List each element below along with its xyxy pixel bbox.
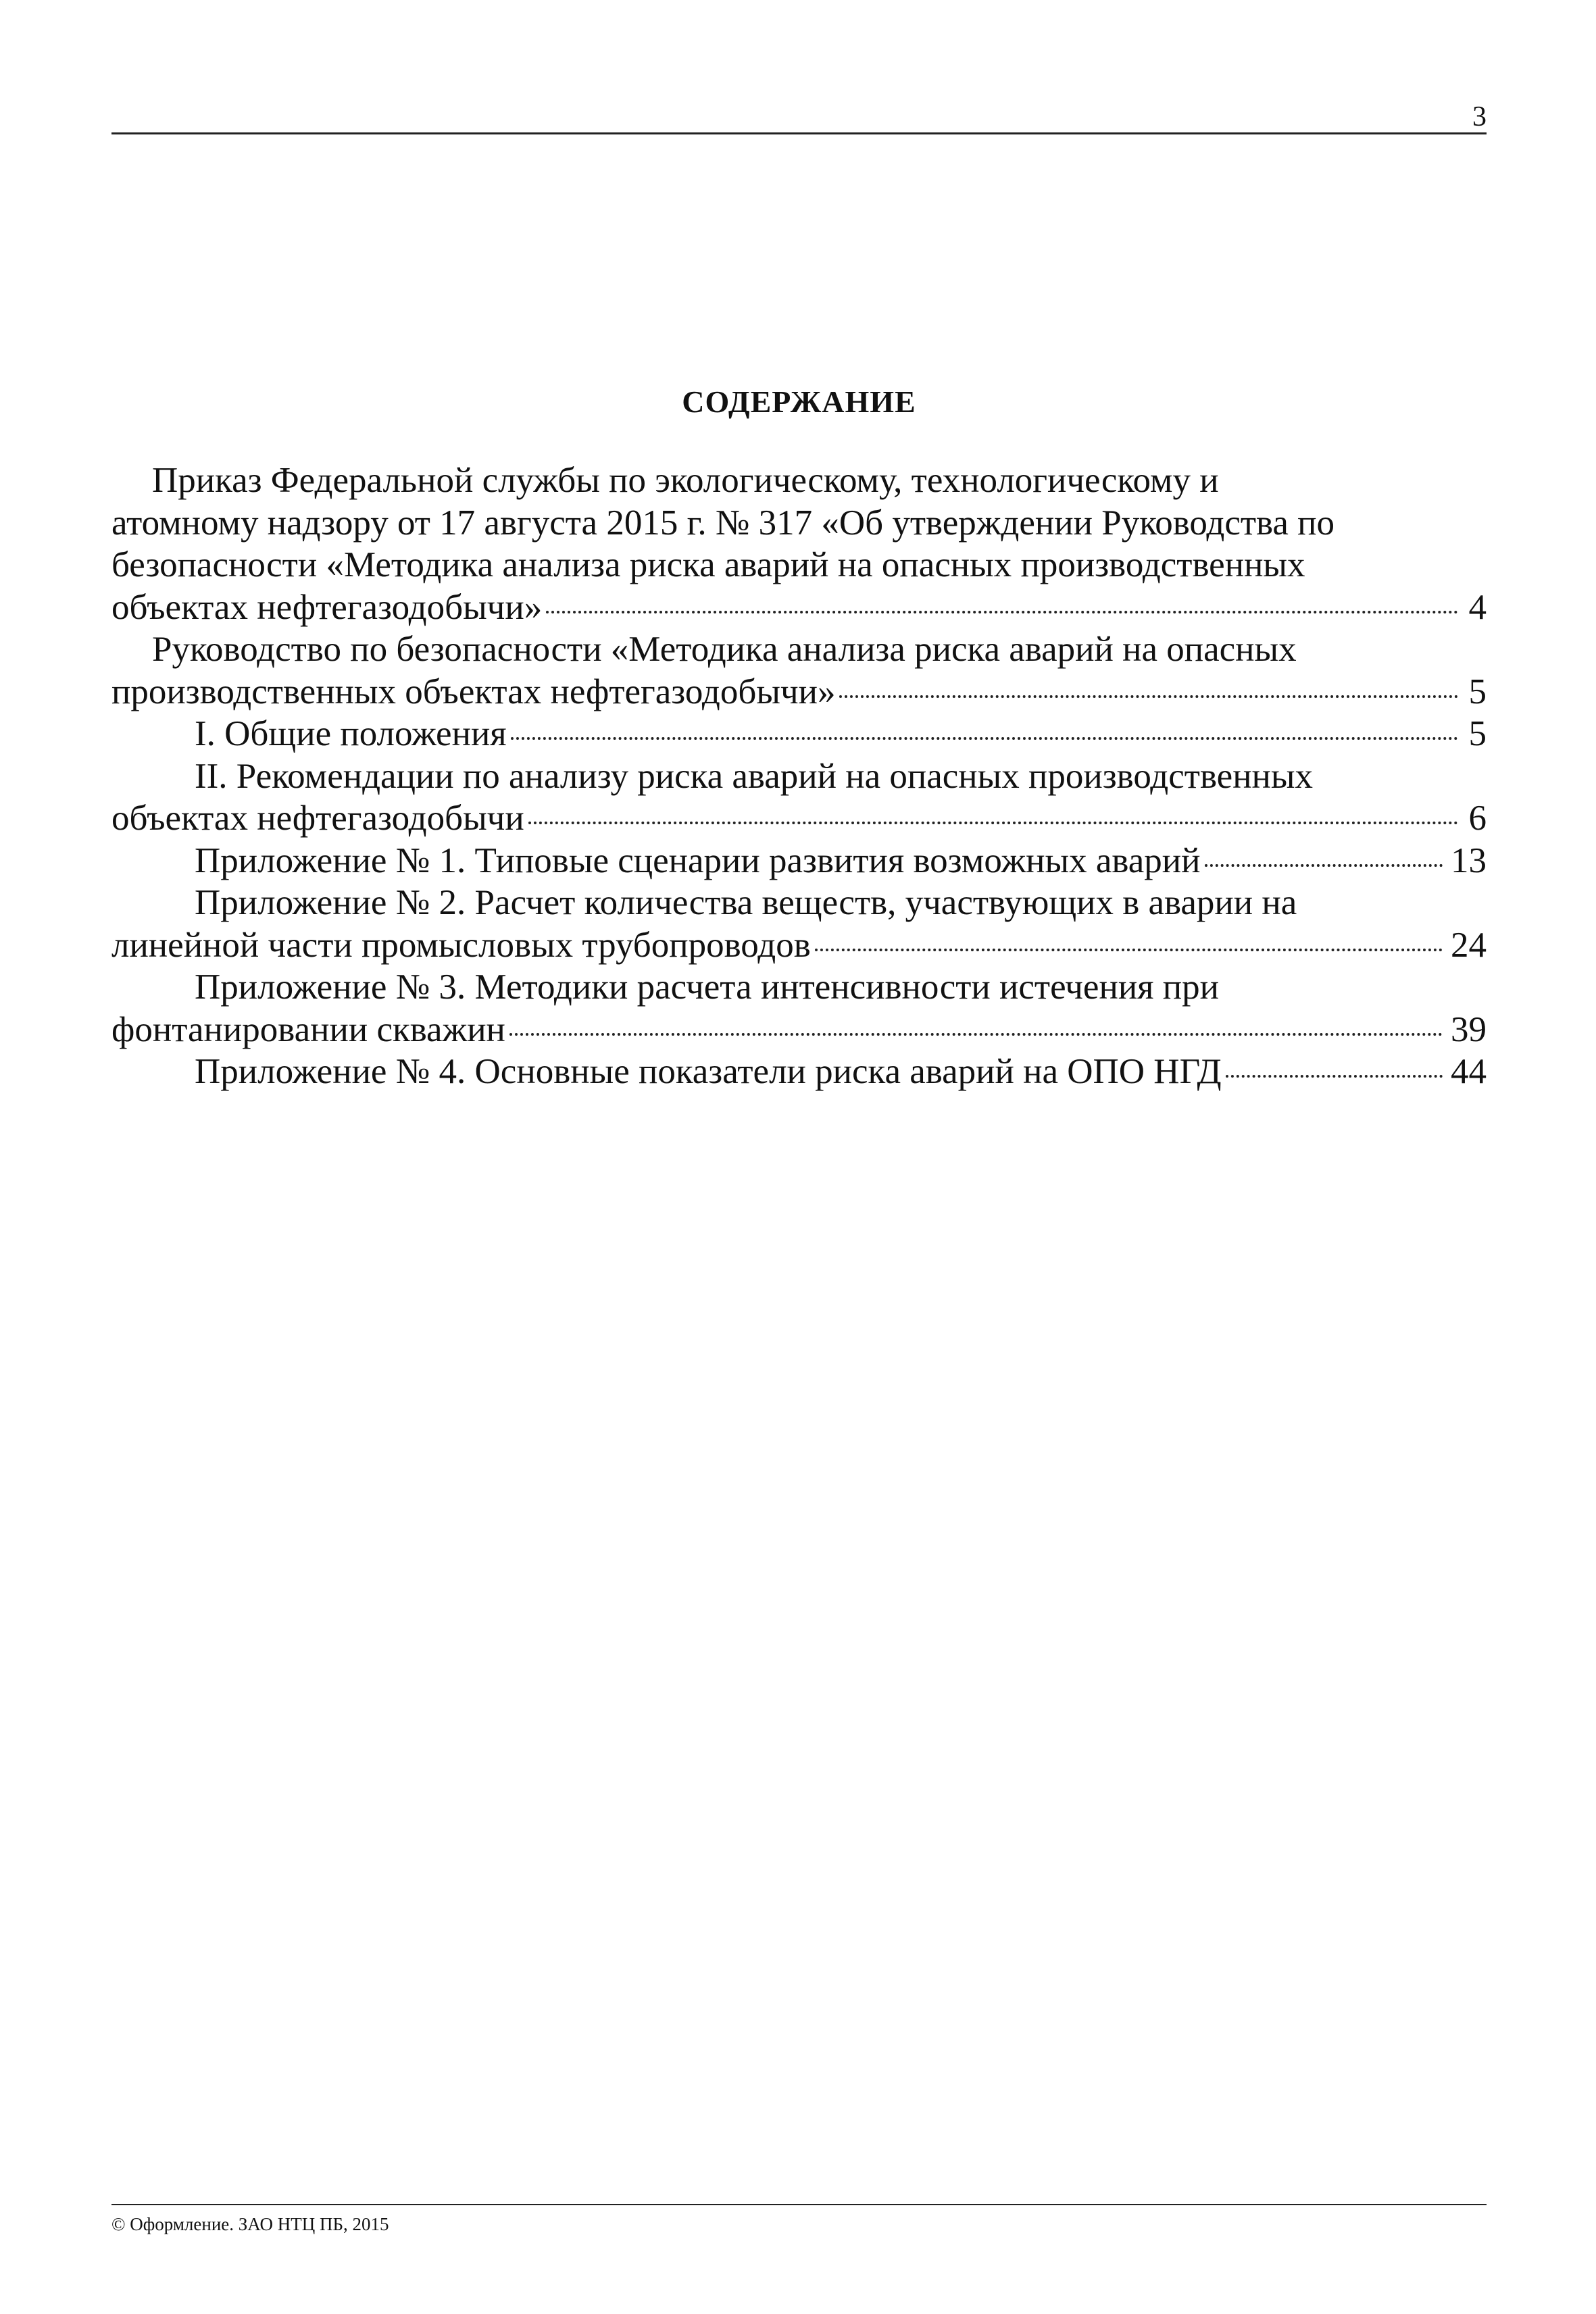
toc-page-number: 44 xyxy=(1451,1052,1487,1091)
toc-entry-appendix-4[interactable] xyxy=(111,1051,1487,1093)
toc-entry-last-line xyxy=(111,586,1487,629)
toc-entry-text: объектах нефтегазодобычи» xyxy=(111,587,543,627)
toc-entry-text: Приложение № 4. Основные показатели риска аварий на ОПО НГД xyxy=(195,1052,1222,1091)
footer-copyright: © Оформление. ЗАО НТЦ ПБ, 2015 xyxy=(111,2214,389,2234)
toc-entry-line: Приказ Федеральной службы по экологическому, технологическому и xyxy=(152,461,1219,500)
toc-entry-last-line xyxy=(111,671,1487,713)
toc-entry-section-2[interactable] xyxy=(111,755,1487,840)
dot-leader xyxy=(839,695,1458,698)
toc-entry-line: Руководство по безопасности «Методика анализа риска аварий на опасных xyxy=(152,630,1297,669)
toc-page-number: 5 xyxy=(1468,672,1487,711)
toc-entry-last-line xyxy=(111,924,1487,967)
dot-leader xyxy=(1226,1075,1443,1078)
toc-entry-text: I. Общие положения xyxy=(195,714,507,753)
dot-leader xyxy=(528,822,1458,824)
toc-entry-last-line xyxy=(195,713,1487,755)
toc-entry-line: Приложение № 2. Расчет количества веществ, участвующих в аварии на xyxy=(195,883,1297,922)
toc-page-number: 5 xyxy=(1468,714,1487,753)
toc-title: СОДЕРЖАНИЕ xyxy=(682,384,916,419)
toc-entry-text: линейной части промысловых трубопроводов xyxy=(111,925,811,965)
toc-entry-section-1[interactable] xyxy=(111,713,1487,755)
table-of-contents xyxy=(111,459,1487,1093)
toc-page-number: 4 xyxy=(1468,587,1487,627)
footer-rule xyxy=(111,2204,1487,2205)
toc-entry-order[interactable] xyxy=(111,459,1487,628)
toc-entry-appendix-3[interactable] xyxy=(111,966,1487,1051)
header-rule xyxy=(111,132,1487,134)
page-number: 3 xyxy=(1472,101,1487,132)
toc-page-number: 39 xyxy=(1451,1009,1487,1049)
toc-page-number: 24 xyxy=(1451,925,1487,965)
toc-entry-last-line xyxy=(111,1009,1487,1051)
toc-entry-line: безопасности «Методика анализа риска аварий на опасных производственных xyxy=(111,545,1305,584)
dot-leader xyxy=(1205,864,1443,867)
dot-leader xyxy=(511,737,1458,740)
toc-entry-line: Приложение № 3. Методики расчета интенсивности истечения при xyxy=(195,967,1220,1007)
toc-entry-last-line xyxy=(195,1051,1487,1093)
toc-page-number: 6 xyxy=(1468,799,1487,838)
dot-leader xyxy=(546,611,1458,613)
toc-entry-appendix-2[interactable] xyxy=(111,882,1487,966)
toc-page-number: 13 xyxy=(1451,840,1487,880)
toc-entry-text: объектах нефтегазодобычи xyxy=(111,799,524,838)
toc-entry-line: II. Рекомендации по анализу риска аварий на опасных производственных xyxy=(195,756,1314,796)
toc-entry-text: Приложение № 1. Типовые сценарии развития возможных аварий xyxy=(195,840,1201,880)
toc-entry-last-line xyxy=(195,840,1487,882)
toc-entry-text: производственных объектах нефтегазодобычи» xyxy=(111,672,836,711)
dot-leader xyxy=(815,949,1443,951)
toc-entry-line: атомному надзору от 17 августа 2015 г. № 317 «Об утверждении Руководства по xyxy=(111,503,1335,543)
dot-leader xyxy=(509,1033,1443,1036)
toc-entry-guide[interactable] xyxy=(111,628,1487,713)
toc-entry-text: фонтанировании скважин xyxy=(111,1009,505,1049)
toc-entry-last-line xyxy=(111,797,1487,840)
toc-entry-appendix-1[interactable] xyxy=(111,840,1487,882)
